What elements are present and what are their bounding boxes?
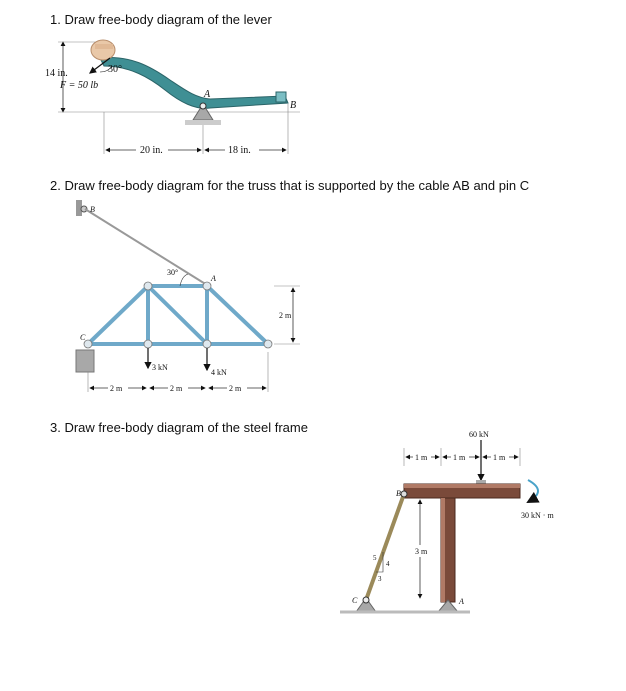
truss-height-label: 2 m [279,311,292,320]
frame-slope-4: 4 [386,560,390,568]
frame-height-label: 3 m [415,547,428,556]
moment-arrow [528,480,538,502]
truss-angle-label: 30° [167,268,179,277]
frame-moment-label: 30 kN · m [521,511,554,520]
lever-dim-right: 18 in. [228,145,251,156]
strut-bc [366,494,404,600]
frame-slope-3: 3 [378,575,382,583]
lever-height-label: 14 in. [45,68,68,79]
truss-point-b: B [90,205,95,214]
truss-members [88,286,268,344]
cable-ab [85,209,207,285]
truss-span-1: 2 m [110,384,123,393]
lever-point-b: B [290,100,297,111]
frame-point-c: C [352,596,358,605]
truss-load-2: 4 kN [211,368,227,377]
lever-point-a: A [204,89,211,100]
frame-load-label: 60 kN [469,430,489,439]
lever-arm [100,58,288,109]
lever-figure [45,40,300,156]
problem-2-title: 2. Draw free-body diagram for the truss that is supported by the cable AB and pin C [50,178,530,193]
frame-point-b: B [396,489,401,498]
frame-span-3: 1 m [493,453,506,462]
truss-point-a: A [211,274,216,283]
frame-slope-5: 5 [373,554,377,562]
frame-span-2: 1 m [453,453,466,462]
lever-force-label: F = 50 lb [60,80,99,91]
frame-point-a: A [459,597,464,606]
truss-load-1: 3 kN [152,363,168,372]
hand-icon [91,40,115,60]
truss-span-3: 2 m [229,384,242,393]
frame-figure [340,430,554,612]
frame-span-1: 1 m [415,453,428,462]
lever-angle-label: 30° [108,64,122,75]
truss-figure [76,200,300,393]
truss-point-c: C [80,333,86,342]
lever-dim-left: 20 in. [140,145,163,156]
problem-1-title: 1. Draw free-body diagram of the lever [50,12,272,27]
problem-3-title: 3. Draw free-body diagram of the steel frame [50,420,308,435]
pin-support-c [76,350,94,372]
truss-span-2: 2 m [170,384,183,393]
